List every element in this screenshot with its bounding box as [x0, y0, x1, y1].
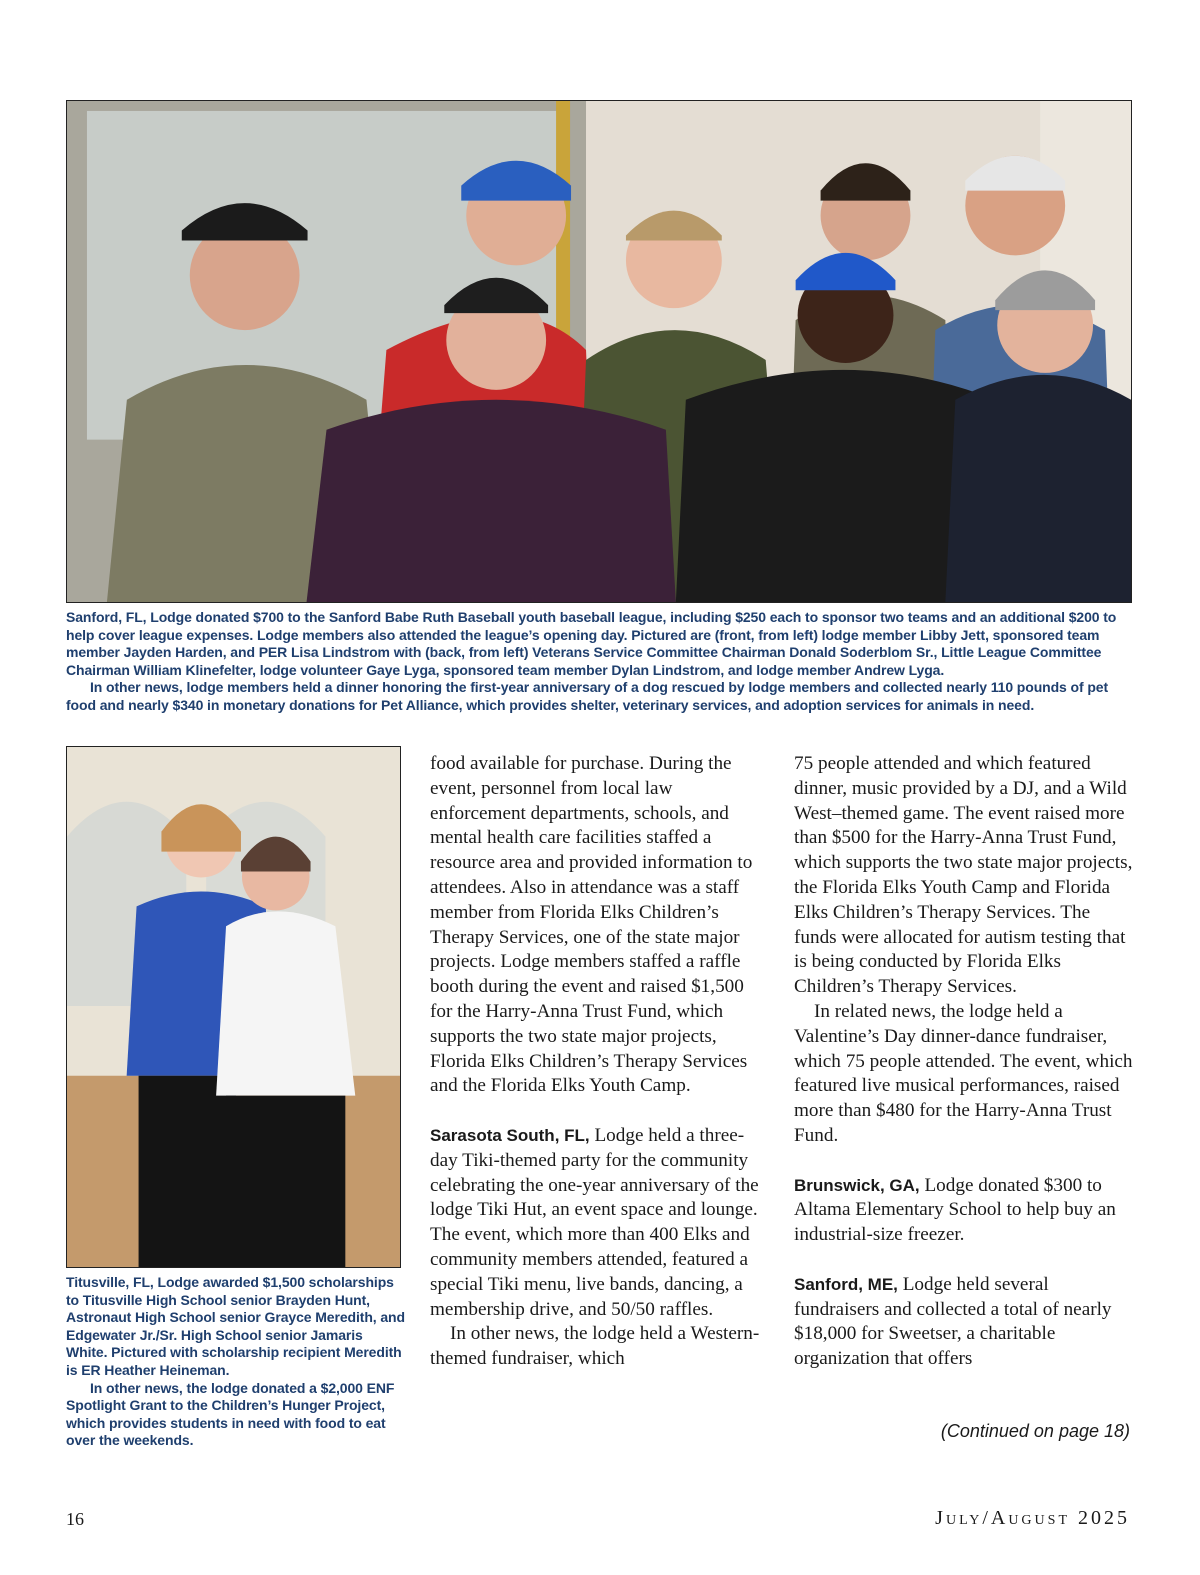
group-photo-caption	[66, 609, 1134, 715]
paragraph: food available for purchase. During the event, personnel from local law enforcement departments, schools, and mental health care facilities staffed a resource area and provided information to attendees. Also in attendance was a staff member from Florida Elks Children’s Therapy Services, one of the state major projects. Lodge members staffed a raffle booth during the event and raised $1,500 for the Harry-Anna Trust Fund, which supports the two state major projects, Florida Elks Children’s Therapy Services and the Florida Elks Youth Camp.	[430, 753, 753, 1097]
paragraph: In other news, the lodge held a Western-themed fundraiser, which	[430, 1323, 760, 1370]
paragraph: In related news, the lodge held a Valentine’s Day dinner-dance fundraiser, which 75 people attended. The event, which featured live musical performances, raised more than $480 for the Harry-Anna Trust Fund.	[794, 1000, 1133, 1146]
continued-note: (Continued on page 18)	[940, 1421, 1130, 1441]
scholarship-photo	[66, 746, 401, 1268]
caption-place: Titusville, FL,	[66, 1274, 154, 1290]
place-heading: Sanford, ME,	[794, 1274, 898, 1294]
article-column-middle	[430, 752, 766, 1372]
caption-text-secondary: In other news, lodge members held a dinner honoring the first-year anniversary of a dog rescued by lodge members and collected nearly 110 pounds of pet food and nearly $340 in monetary donations for Pet Alliance, which provides shelter, veterinary services, and adoption services for animals in need.	[66, 679, 1109, 713]
caption-text: Lodge donated $700 to the Sanford Babe Ruth Baseball youth baseball league, including $250 each to sponsor two teams and an additional $200 to help cover league expenses. Lodge members also attended the league’s opening day. Pictured are (front, from left) lodge member Libby Jett, sponsored team member Jayden Harden, and PER Lisa Lindstrom with (back, from left) Veterans Service Committee Chairman Donald Soderblom Sr., Little League Committee Chairman William Klinefelter, lodge volunteer Gaye Lyga, sponsored team member Dylan Lindstrom, and lodge member Andrew Lyga.	[66, 609, 1117, 678]
paragraph: Lodge held several fundraisers and collected a total of nearly $18,000 for Sweetser, a charitable organization that offers	[794, 1273, 1112, 1370]
paragraph: Lodge donated $300 to Altama Elementary School to help buy an industrial-size freezer.	[794, 1174, 1116, 1246]
scholarship-photo-caption	[66, 1274, 406, 1450]
issue-date: July/August 2025	[935, 1507, 1130, 1529]
paragraph: Lodge held a three-day Tiki-themed party for the community celebrating the one-year anniversary of the lodge Tiki Hut, an event space and lounge. The event, which more than 400 Elks and community members attended, featured a special Tiki menu, live bands, dancing, a membership drive, and 50/50 raffles.	[430, 1124, 759, 1320]
group-photo	[66, 100, 1132, 603]
page-number: 16	[66, 1509, 84, 1529]
article-column-right	[794, 752, 1134, 1372]
place-heading: Sarasota South, FL,	[430, 1125, 590, 1145]
paragraph: 75 people attended and which featured dinner, music provided by a DJ, and a Wild West–themed game. The event raised more than $500 for the Harry-Anna Trust Fund, which supports the two state major projects, the Florida Elks Youth Camp and Florida Elks Children’s Therapy Services. The funds were allocated for autism testing that is being conducted by Florida Elks Children’s Therapy Services.	[794, 753, 1133, 998]
place-heading: Brunswick, GA,	[794, 1175, 920, 1195]
caption-text: Lodge awarded $1,500 scholarships to Titusville High School senior Brayden Hunt, Astronaut High School senior Grayce Meredith, and Edgewater Jr./Sr. High School senior Jamaris White. Pictured with scholarship recipient Meredith is ER Heather Heineman.	[66, 1274, 405, 1378]
caption-text-secondary: In other news, the lodge donated a $2,000 ENF Spotlight Grant to the Children’s Hunger Project, which provides students in need with food to eat over the weekends.	[66, 1379, 395, 1449]
caption-place: Sanford, FL,	[66, 609, 147, 625]
